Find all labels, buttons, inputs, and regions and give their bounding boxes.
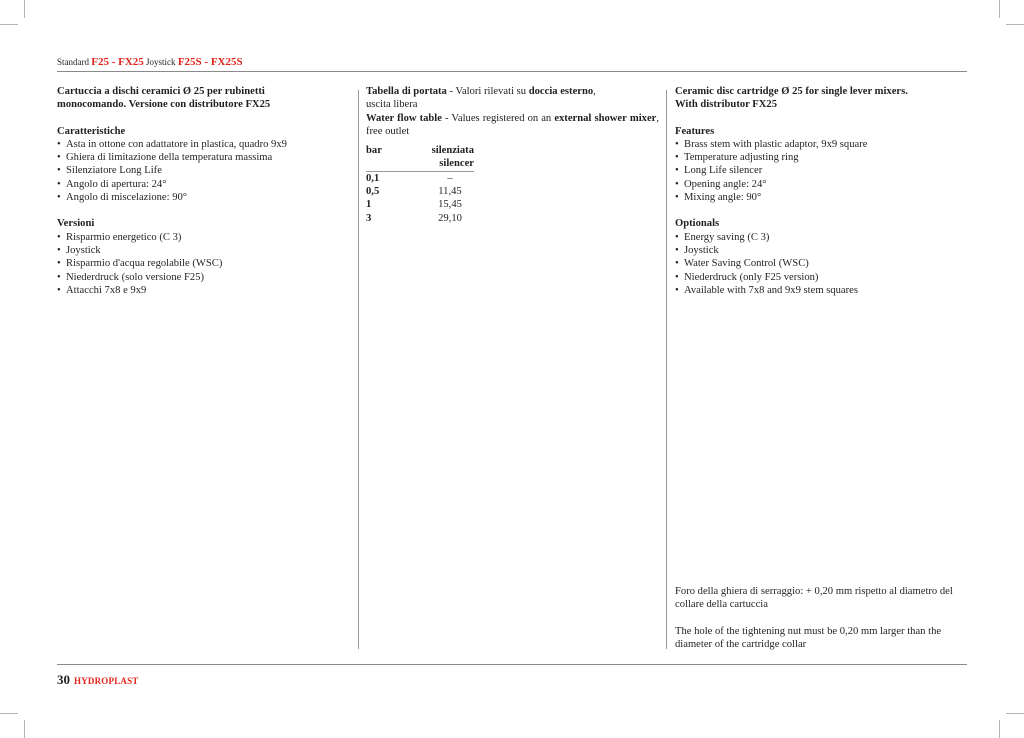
crop-mark [0, 713, 18, 714]
list-item: • Brass stem with plastic adaptor, 9x9 square [675, 138, 970, 151]
crop-mark [999, 720, 1000, 738]
table-cell-bar: 1 [366, 199, 372, 211]
table-cell-value: 11,45 [438, 186, 462, 198]
list-item: • Water Saving Control (WSC) [675, 257, 970, 270]
list-item: • Risparmio energetico (C 3) [57, 231, 352, 244]
crop-mark [1006, 24, 1024, 25]
italian-column [57, 85, 352, 297]
list-item: • Risparmio d'acqua regolabile (WSC) [57, 257, 352, 270]
flow-english-text: , free outlet [366, 112, 660, 137]
crop-mark [999, 0, 1000, 18]
table-header-silenziata: silenziata [431, 145, 474, 157]
page-footer [57, 671, 139, 689]
flow-english-bold: mixer [629, 112, 657, 124]
joystick-label: Joystick [146, 57, 176, 67]
list-item: • Angolo di apertura: 24° [57, 178, 352, 191]
english-title [675, 85, 970, 112]
flow-table [366, 144, 474, 225]
column-divider [358, 90, 359, 649]
table-cell-bar: 0,5 [366, 186, 380, 198]
flow-column [366, 85, 659, 225]
list-item: • Mixing angle: 90° [675, 191, 970, 204]
running-header [57, 56, 967, 68]
list-item: • Attacchi 7x8 e 9x9 [57, 284, 352, 297]
table-header-silencer: silencer [422, 157, 474, 171]
list-item: • Energy saving (C 3) [675, 231, 970, 244]
table-cell-value: 29,10 [438, 212, 462, 224]
flow-english-caption [366, 112, 659, 139]
english-title-line: Ceramic disc cartridge Ø 25 for single lever mixers. [675, 86, 908, 97]
flow-english-title: Water flow table [366, 112, 442, 124]
standard-models: F25 - FX25 [91, 56, 144, 68]
flow-english-bold: external shower [554, 112, 627, 124]
joystick-models: F25S - FX25S [177, 56, 243, 68]
note-italian: Foro della ghiera di serraggio: + 0,20 mm rispetto al diametro del collare della cartuccia [675, 586, 953, 611]
english-optionals-list [675, 231, 970, 297]
table-cell-value: 15,45 [438, 199, 462, 211]
column-divider [666, 90, 667, 649]
footer-rule [57, 664, 967, 665]
crop-mark [1006, 713, 1024, 714]
italian-title [57, 85, 352, 112]
brand-name: HYDROPLAST [74, 676, 139, 686]
crop-mark [24, 0, 25, 18]
table-row [366, 198, 474, 211]
english-features-heading: Features [675, 125, 715, 137]
flow-italian-bold: doccia esterno [528, 86, 594, 97]
list-item: • Opening angle: 24° [675, 178, 970, 191]
italian-title-line: Cartuccia a dischi ceramici Ø 25 per rubinetti [57, 86, 265, 97]
list-item: • Temperature adjusting ring [675, 151, 970, 164]
table-row [366, 171, 474, 185]
list-item: • Silenziatore Long Life [57, 164, 352, 177]
standard-label: Standard [57, 57, 89, 67]
table-cell-bar: 3 [366, 212, 372, 224]
table-cell-bar: 0,1 [366, 172, 380, 184]
flow-italian-punct: , [593, 86, 596, 97]
italian-versions-heading: Versioni [57, 218, 95, 230]
list-item: • Niederdruck (solo versione F25) [57, 271, 352, 284]
flow-english-text: - Values registered on an [441, 112, 555, 124]
italian-versions-list [57, 231, 352, 297]
english-column [675, 85, 970, 297]
english-optionals-heading: Optionals [675, 218, 720, 230]
list-item: • Long Life silencer [675, 164, 970, 177]
flow-italian-line2: uscita libera [366, 99, 418, 111]
table-row [366, 185, 474, 198]
note-english: The hole of the tightening nut must be 0,20 mm larger than the diameter of the cartridge collar [675, 625, 942, 650]
table-cell-value: – [447, 172, 453, 184]
english-features-list [675, 138, 970, 204]
italian-title-line: monocomando. Versione con distributore FX25 [57, 99, 271, 111]
list-item: • Joystick [675, 244, 970, 257]
table-header-spacer [366, 157, 422, 171]
list-item: • Ghiera di limitazione della temperatura massima [57, 151, 352, 164]
list-item: • Asta in ottone con adattatore in plastica, quadro 9x9 [57, 138, 352, 151]
list-item: • Niederdruck (only F25 version) [675, 271, 970, 284]
list-item: • Joystick [57, 244, 352, 257]
crop-mark [0, 24, 18, 25]
english-title-line: With distributor FX25 [675, 99, 778, 111]
crop-mark [24, 720, 25, 738]
italian-features-heading: Caratteristiche [57, 125, 126, 137]
list-item: • Angolo di miscelazione: 90° [57, 191, 352, 204]
notes-block [675, 585, 970, 664]
flow-italian-caption [366, 85, 659, 112]
header-rule [57, 71, 967, 72]
flow-italian-title: Tabella di portata [366, 86, 447, 97]
table-row [366, 212, 474, 225]
table-header-bar: bar [366, 145, 382, 157]
page-number: 30 [57, 672, 70, 687]
italian-features-list [57, 138, 352, 204]
list-item: • Available with 7x8 and 9x9 stem squares [675, 284, 970, 297]
flow-italian-text: - Valori rilevati su [446, 86, 529, 97]
